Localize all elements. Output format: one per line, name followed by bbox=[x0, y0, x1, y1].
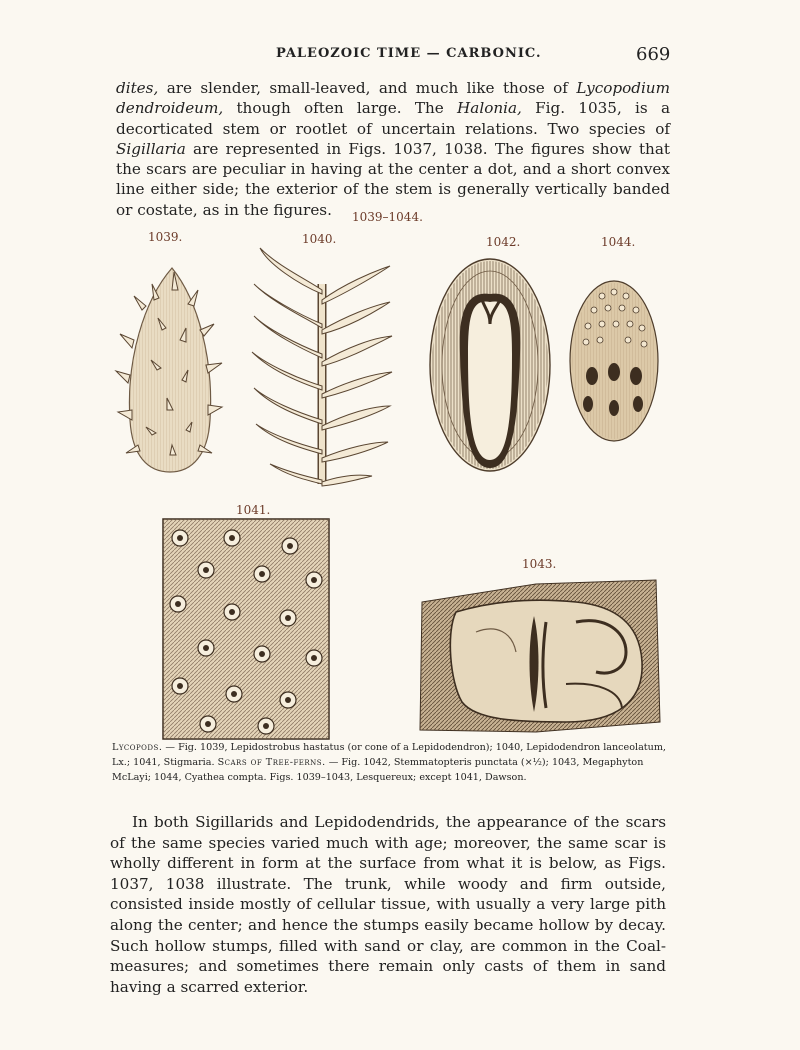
caption-part-2: — Fig. 1042, Stemmatopteris punctata (×½); 1043, Megaphyton McLayi; 1044, Cyathea compta. Figs. 1039–1043, Lesquereux; except 1041, Dawson. bbox=[112, 756, 644, 783]
fig-1039-label: 1039. bbox=[148, 230, 183, 244]
fig-1042-label: 1042. bbox=[486, 235, 521, 249]
fig-1040-label: 1040. bbox=[302, 232, 337, 246]
body-paragraph: In both Sigillarids and Lepidodendrids, the appearance of the scars of the same species varied much with age; moreover, the same scar is wholly different in form at the surface from what it is below, as Figs. 1037, 1038 illustrate. The trunk, while woody and firm outside, consisted inside mostly of cellular tissue, with usually a very large pith along the center; and hence the stumps easily became hollow by decay. Such hollow stumps, filled with sand or clay, are common in the Coal-measures; and sometimes there remain only casts of them in sand having a scarred exterior. bbox=[110, 813, 666, 996]
intro-text-1: dites, bbox=[116, 79, 159, 97]
caption-lycopods: Lycopods. bbox=[112, 742, 163, 753]
intro-text-4: though often large. The bbox=[223, 99, 458, 118]
caption-part-1: — Fig. 1039, Lepidostrobus hastatus (or cone of a Lepidodendron); 1040, Lepidodendron lanceolatum, Lx.; 1041, Stigmaria. bbox=[112, 742, 666, 768]
fig-1041-label: 1041. bbox=[236, 503, 271, 517]
fig-1044-scar-illustration bbox=[566, 276, 662, 446]
intro-text-2: are slender, small-leaved, and much like those of bbox=[158, 79, 577, 97]
intro-text-8: are represented in Figs. 1037, 1038. The figures show that the scars are peculiar in having at the center a dot, and a short convex line either side; the exterior of the stem is generally vertically banded or costate, as in the figures. bbox=[116, 139, 670, 219]
intro-text-7: Sigillaria bbox=[116, 139, 186, 158]
fig-1044-label: 1044. bbox=[601, 235, 636, 249]
fig-1039-cone-illustration bbox=[112, 260, 230, 480]
figure-caption bbox=[112, 741, 672, 785]
caption-tree-ferns: Scars of Tree-ferns. bbox=[217, 756, 326, 768]
figure-group-label: 1039–1044. bbox=[352, 210, 423, 224]
running-header bbox=[0, 44, 800, 68]
intro-paragraph bbox=[116, 78, 670, 220]
intro-text-5: Halonia, bbox=[457, 99, 522, 118]
running-title: PALEOZOIC TIME — CARBONIC. bbox=[276, 46, 542, 61]
intro-text-6: Fig. 1035, is a decorticated stem or rootlet of uncertain relations. Two species of bbox=[116, 99, 670, 138]
fig-1043-label: 1043. bbox=[522, 557, 557, 571]
fig-1043-megaphyton-illustration bbox=[416, 572, 662, 736]
fig-1041-stigmaria-illustration bbox=[162, 518, 330, 740]
intro-text-3: Lycopodium dendroideum, bbox=[116, 79, 670, 118]
page-number: 669 bbox=[636, 44, 671, 65]
fig-1042-scar-illustration bbox=[426, 254, 554, 476]
fig-1040-stem-illustration bbox=[248, 244, 396, 498]
